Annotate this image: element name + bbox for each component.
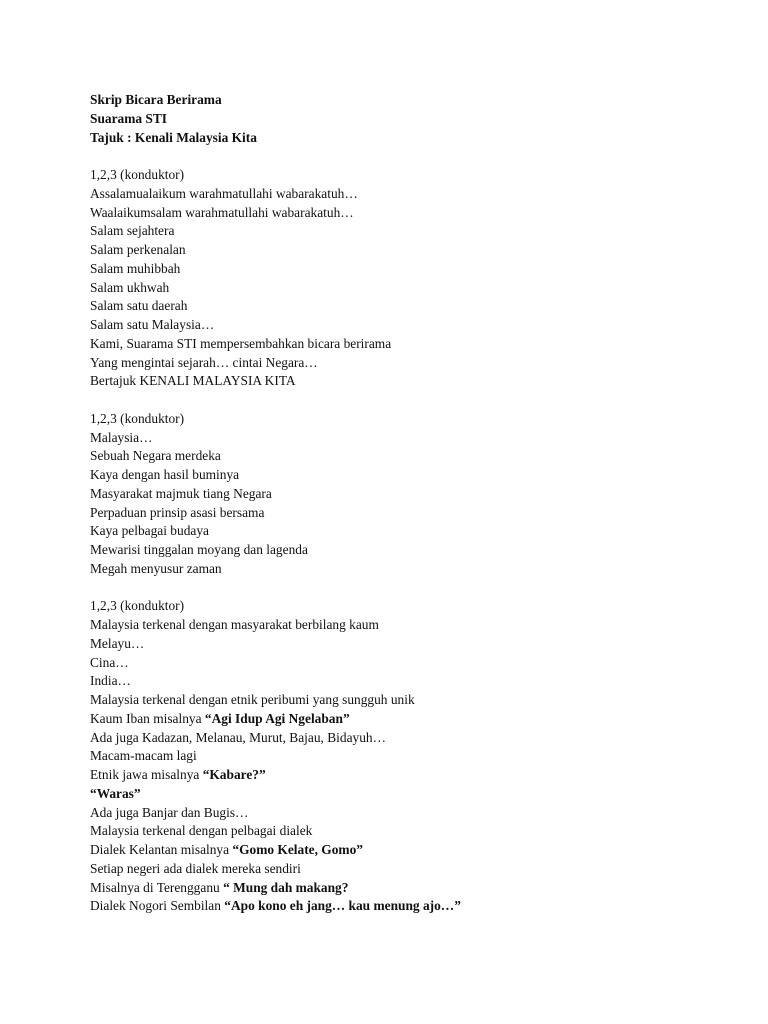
line-prefix: Dialek Kelantan misalnya	[90, 842, 233, 857]
verse-line-terengganu	[90, 879, 730, 898]
verse-line: Bertajuk KENALI MALAYSIA KITA	[90, 373, 296, 389]
verse-line: Macam-macam lagi	[90, 748, 197, 764]
verse-line: Cina…	[90, 654, 129, 670]
verse-line: Kaya pelbagai budaya	[90, 523, 209, 539]
verse-line-nogori	[90, 897, 730, 916]
script-title: Skrip Bicara Berirama	[90, 92, 222, 107]
quoted-phrase: “Agi Idup Agi Ngelaban”	[204, 710, 350, 726]
blank-line	[90, 147, 730, 166]
topic-title: Tajuk : Kenali Malaysia Kita	[90, 129, 257, 145]
verse-line: Malaysia…	[90, 429, 153, 445]
verse-line: Salam satu Malaysia…	[90, 317, 215, 332]
blank-line	[90, 391, 730, 410]
verse-line-iban	[90, 710, 730, 729]
line-prefix: Etnik jawa misalnya	[90, 767, 203, 782]
verse-line-kelantan	[90, 841, 730, 860]
verse-line: Setiap negeri ada dialek mereka sendiri	[90, 860, 301, 876]
quoted-phrase: “Kabare?”	[202, 767, 266, 782]
stanza-1	[90, 166, 730, 391]
blank-line	[90, 579, 730, 598]
document-page	[90, 91, 730, 916]
quoted-phrase: “Apo kono eh jang… kau menung ajo…”	[224, 898, 461, 914]
line-prefix: Kaum Iban misalnya	[90, 710, 205, 726]
stanza-3	[90, 597, 730, 916]
group-name: Suarama STI	[90, 110, 168, 126]
quoted-phrase: “ Mung dah makang?	[223, 879, 349, 895]
verse-line: Kaya dengan hasil buminya	[90, 467, 240, 482]
verse-line: 1,2,3 (konduktor)	[90, 167, 185, 182]
verse-line: Malaysia terkenal dengan masyarakat berbilang kaum	[90, 617, 379, 632]
verse-line: 1,2,3 (konduktor)	[90, 598, 185, 614]
verse-line: Kami, Suarama STI mempersembahkan bicara berirama	[90, 335, 392, 351]
verse-line: Malaysia terkenal dengan etnik peribumi yang sungguh unik	[90, 692, 415, 707]
line-prefix: Dialek Nogori Sembilan	[90, 898, 225, 914]
quoted-phrase: “Gomo Kelate, Gomo”	[232, 842, 363, 857]
verse-line: India…	[90, 673, 131, 689]
verse-line: Waalaikumsalam warahmatullahi wabarakatuh…	[90, 204, 354, 220]
verse-line: Megah menyusur zaman	[90, 560, 222, 576]
verse-line: Mewarisi tinggalan moyang dan lagenda	[90, 542, 308, 557]
verse-line: Masyarakat majmuk tiang Negara	[90, 485, 272, 501]
verse-line: Assalamualaikum warahmatullahi wabarakatuh…	[90, 185, 358, 201]
verse-line: Salam satu daerah	[90, 298, 188, 314]
verse-line: 1,2,3 (konduktor)	[90, 410, 185, 426]
verse-line: Ada juga Kadazan, Melanau, Murut, Bajau, Bidayuh…	[90, 729, 386, 745]
verse-line: Salam perkenalan	[90, 242, 186, 257]
verse-line-jawa	[90, 766, 730, 785]
verse-line: Salam sejahtera	[90, 223, 175, 239]
verse-line: Sebuah Negara merdeka	[90, 448, 221, 464]
line-prefix: Misalnya di Terengganu	[90, 879, 224, 895]
verse-line: Salam ukhwah	[90, 279, 170, 295]
verse-line: Yang mengintai sejarah… cintai Negara…	[90, 354, 318, 370]
verse-line: Malaysia terkenal dengan pelbagai dialek	[90, 823, 313, 839]
verse-line: Perpaduan prinsip asasi bersama	[90, 504, 265, 520]
stanza-2	[90, 410, 730, 579]
quoted-phrase-waras: “Waras”	[90, 785, 141, 801]
verse-line: Melayu…	[90, 635, 145, 651]
verse-line: Ada juga Banjar dan Bugis…	[90, 804, 249, 820]
verse-line: Salam muhibbah	[90, 260, 181, 276]
